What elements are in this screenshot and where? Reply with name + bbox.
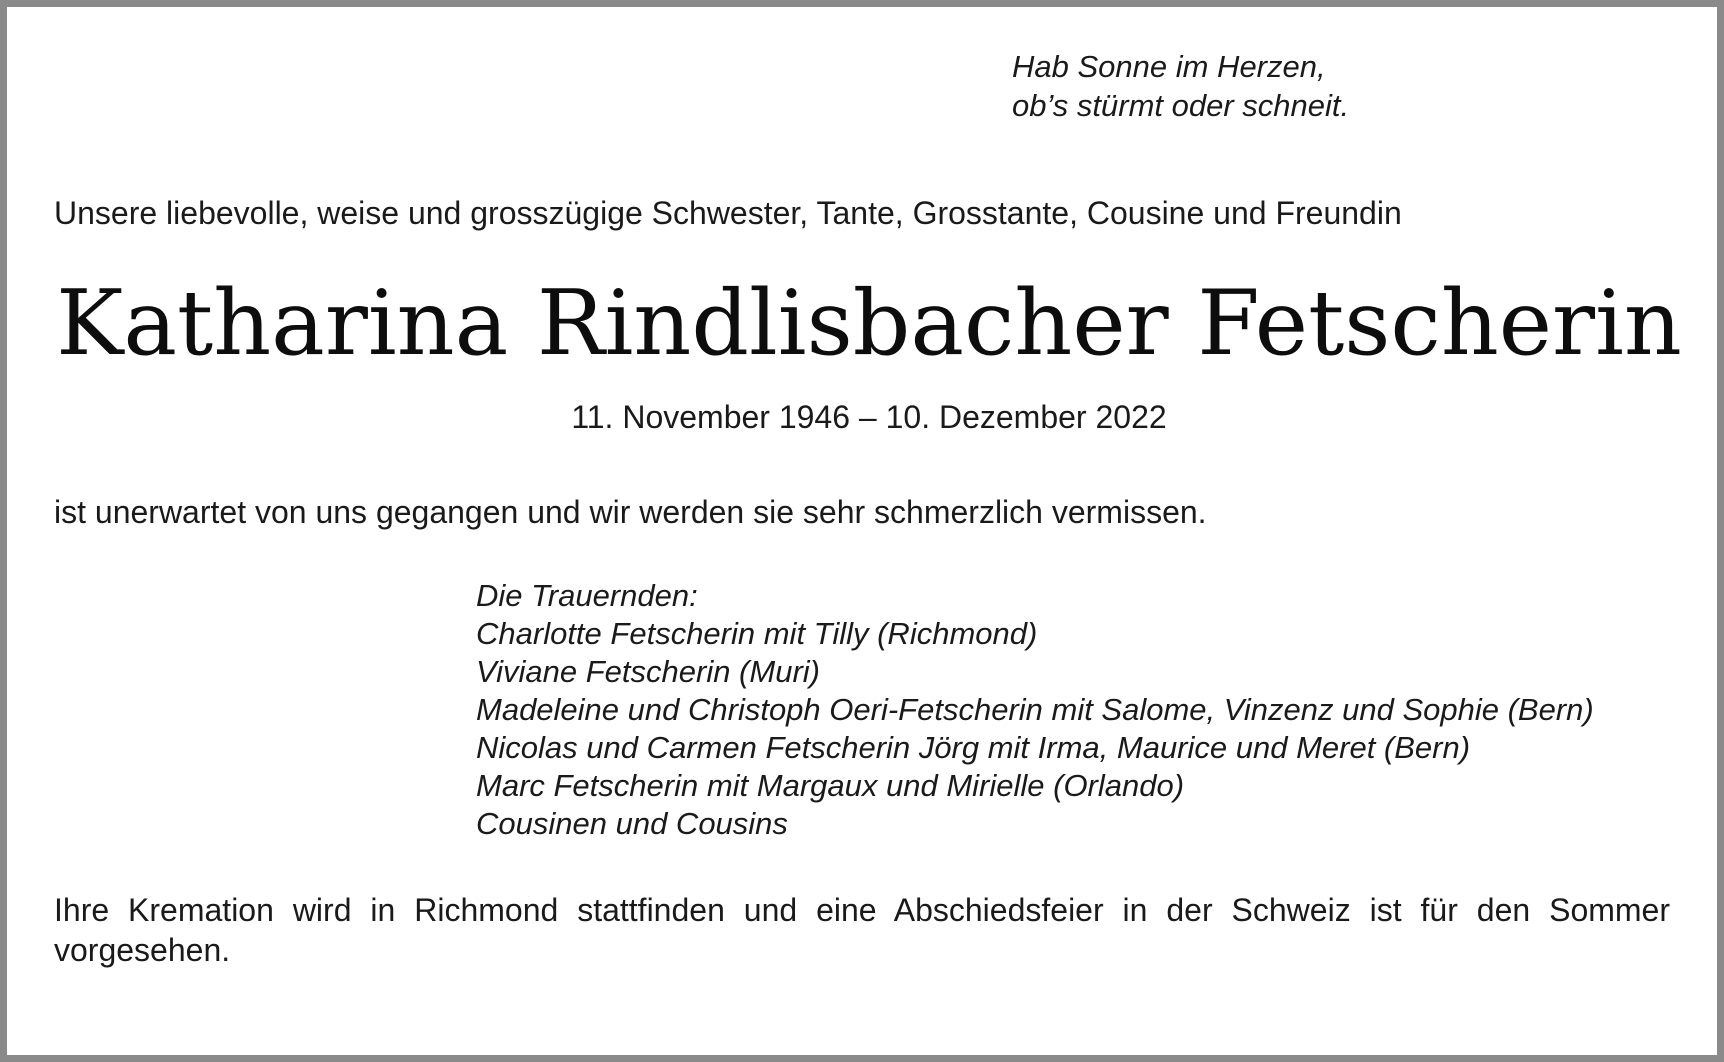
- closing-text: Ihre Kremation wird in Richmond stattfinden und eine Abschiedsfeier in der Schweiz ist für den Sommer vorgesehen.: [54, 892, 1670, 968]
- mourner-item: Viviane Fetscherin (Muri): [476, 654, 820, 689]
- mourner-item: Cousinen und Cousins: [476, 806, 788, 841]
- mourner-item: Charlotte Fetscherin mit Tilly (Richmond): [476, 616, 1038, 651]
- mourner-item: Marc Fetscherin mit Margaux und Mirielle (Orlando): [476, 768, 1185, 803]
- mourners-heading: Die Trauernden:: [476, 578, 698, 613]
- intro-text: Unsere liebevolle, weise und grosszügige Schwester, Tante, Grosstante, Cousine und Freundin: [54, 195, 1402, 231]
- deceased-name: Katharina Rindlisbacher Fetscherin: [56, 271, 1682, 376]
- motto-line: Hab Sonne im Herzen,: [1012, 49, 1326, 84]
- message-text: ist unerwartet von uns gegangen und wir werden sie sehr schmerzlich vermissen.: [54, 494, 1207, 530]
- mourner-item: Nicolas und Carmen Fetscherin Jörg mit Irma, Maurice und Meret (Bern): [476, 730, 1471, 765]
- mourners-list: [476, 577, 1594, 843]
- motto-line: ob’s stürmt oder schneit.: [1012, 88, 1350, 123]
- life-dates: 11. November 1946 – 10. Dezember 2022: [571, 399, 1167, 435]
- mourner-item: Madeleine und Christoph Oeri-Fetscherin mit Salome, Vinzenz und Sophie (Bern): [476, 692, 1594, 727]
- motto-quote: [1012, 47, 1349, 125]
